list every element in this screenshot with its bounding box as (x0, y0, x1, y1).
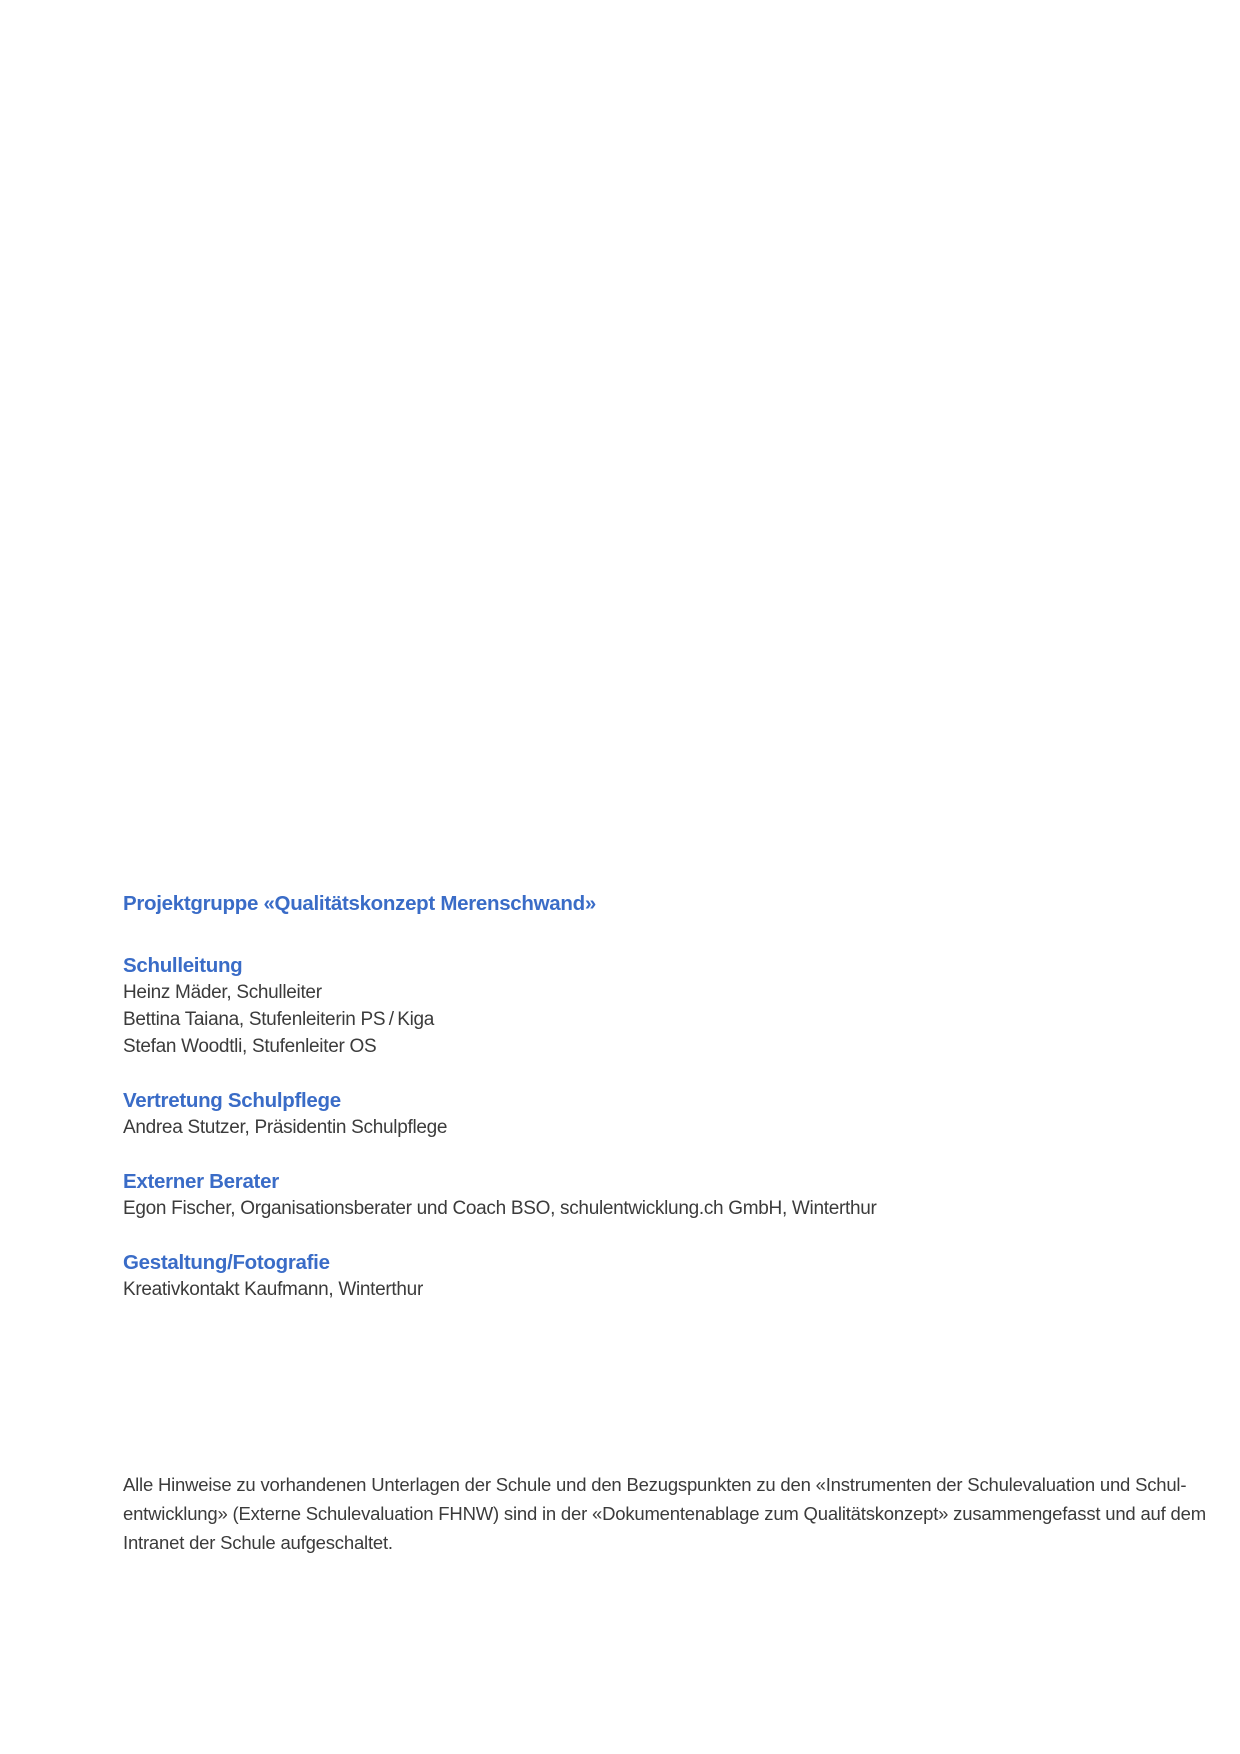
credits-section-schulleitung (123, 952, 1157, 1060)
credits-section-externer-berater (123, 1168, 1157, 1222)
credit-line: Kreativkontakt Kaufmann, Winterthur (123, 1279, 423, 1300)
credits-section-gestaltung (123, 1249, 1157, 1303)
footnote-line: Intranet der Schule aufgeschaltet. (123, 1532, 393, 1553)
credit-line: Stefan Woodtli, Stufenleiter OS (123, 1036, 377, 1057)
credits-title: Projektgruppe «Qualitätskonzept Merenschwand» (123, 892, 596, 915)
section-heading-schulpflege: Vertretung Schulpflege (123, 1089, 341, 1112)
footnote-line: Alle Hinweise zu vorhandenen Unterlagen der Schule und den Bezugspunkten zu den «Instrumenten der Schulevaluation und Schul- (123, 1474, 1187, 1495)
footnote-paragraph (123, 1470, 1206, 1557)
footnote-line: entwicklung» (Externe Schulevaluation FHNW) sind in der «Dokumentenablage zum Qualitätskonzept» zusammengefasst und auf dem (123, 1503, 1206, 1524)
section-heading-externer-berater: Externer Berater (123, 1170, 279, 1193)
section-heading-gestaltung: Gestaltung/Fotografie (123, 1251, 330, 1274)
credits-block (123, 890, 1206, 1557)
credit-line: Bettina Taiana, Stufenleiterin PS / Kiga (123, 1009, 435, 1030)
credit-line: Egon Fischer, Organisationsberater und Coach BSO, schulentwicklung.ch GmbH, Winterthur (123, 1198, 877, 1219)
section-heading-schulleitung: Schulleitung (123, 954, 243, 977)
credit-line: Andrea Stutzer, Präsidentin Schulpflege (123, 1117, 448, 1138)
credit-line: Heinz Mäder, Schulleiter (123, 982, 322, 1003)
credits-section-schulpflege (123, 1087, 1157, 1141)
